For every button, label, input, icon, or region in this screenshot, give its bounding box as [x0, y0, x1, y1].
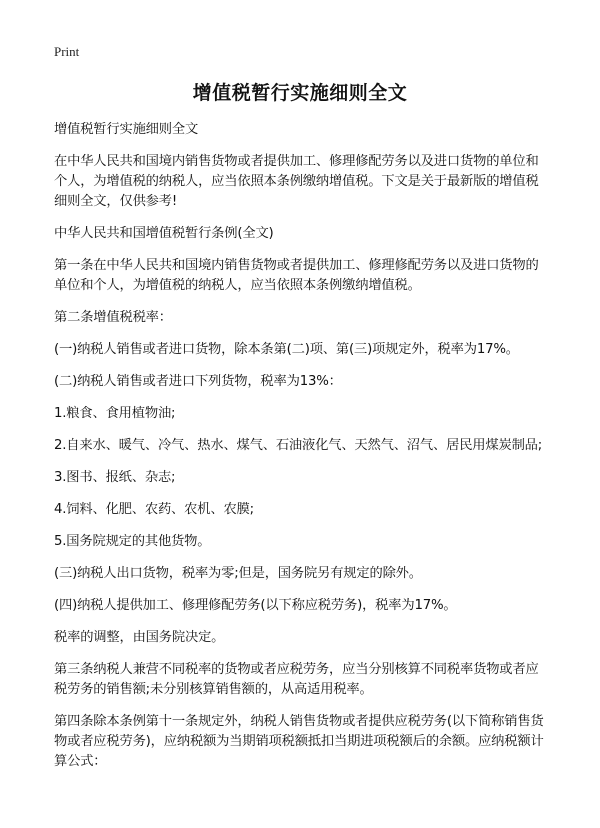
article-2-item-2: (二)纳税人销售或者进口下列货物，税率为13%：	[54, 374, 342, 389]
page-title: 增值税暂行实施细则全文	[192, 82, 408, 104]
document-body	[54, 120, 550, 784]
rate-adjustment: 税率的调整，由国务院决定。	[54, 630, 225, 645]
article-2-item-4: (四)纳税人提供加工、修理修配劳务(以下称应税劳务)，税率为17%。	[54, 598, 457, 613]
intro-paragraph: 在中华人民共和国境内销售货物或者提供加工、修理修配劳务以及进口货物的单位和个人，为增值税的纳税人，应当依照本条例缴纳增值税。下文是关于最新版的增值税细则全文，仅供参考!	[54, 154, 539, 209]
article-3: 第三条纳税人兼营不同税率的货物或者应税劳务，应当分别核算不同税率货物或者应税劳务的销售额;未分别核算销售额的，从高适用税率。	[54, 662, 539, 697]
article-2-heading: 第二条增值税税率：	[54, 310, 172, 325]
article-1: 第一条在中华人民共和国境内销售货物或者提供加工、修理修配劳务以及进口货物的单位和个人，为增值税的纳税人，应当依照本条例缴纳增值税。	[54, 258, 539, 293]
subtitle-paragraph: 增值税暂行实施细则全文	[54, 122, 199, 137]
article-2-item-3: (三)纳税人出口货物，税率为零;但是，国务院另有规定的除外。	[54, 566, 422, 581]
list-item: 2.自来水、暖气、冷气、热水、煤气、石油液化气、天然气、沼气、居民用煤炭制品;	[54, 438, 543, 453]
list-item: 5.国务院规定的其他货物。	[54, 534, 211, 549]
article-4: 第四条除本条例第十一条规定外，纳税人销售货物或者提供应税劳务(以下简称销售货物或者应税劳务)，应纳税额为当期销项税额抵扣当期进项税额后的余额。应纳税额计算公式：	[54, 714, 544, 769]
list-item: 3.图书、报纸、杂志;	[54, 470, 176, 485]
regulation-heading: 中华人民共和国增值税暂行条例(全文)	[54, 226, 274, 241]
print-label[interactable]: Print	[54, 44, 80, 59]
article-2-item-1: (一)纳税人销售或者进口货物，除本条第(二)项、第(三)项规定外，税率为17%。	[54, 342, 519, 357]
list-item: 1.粮食、食用植物油;	[54, 406, 176, 421]
list-item: 4.饲料、化肥、农药、农机、农膜;	[54, 502, 254, 517]
